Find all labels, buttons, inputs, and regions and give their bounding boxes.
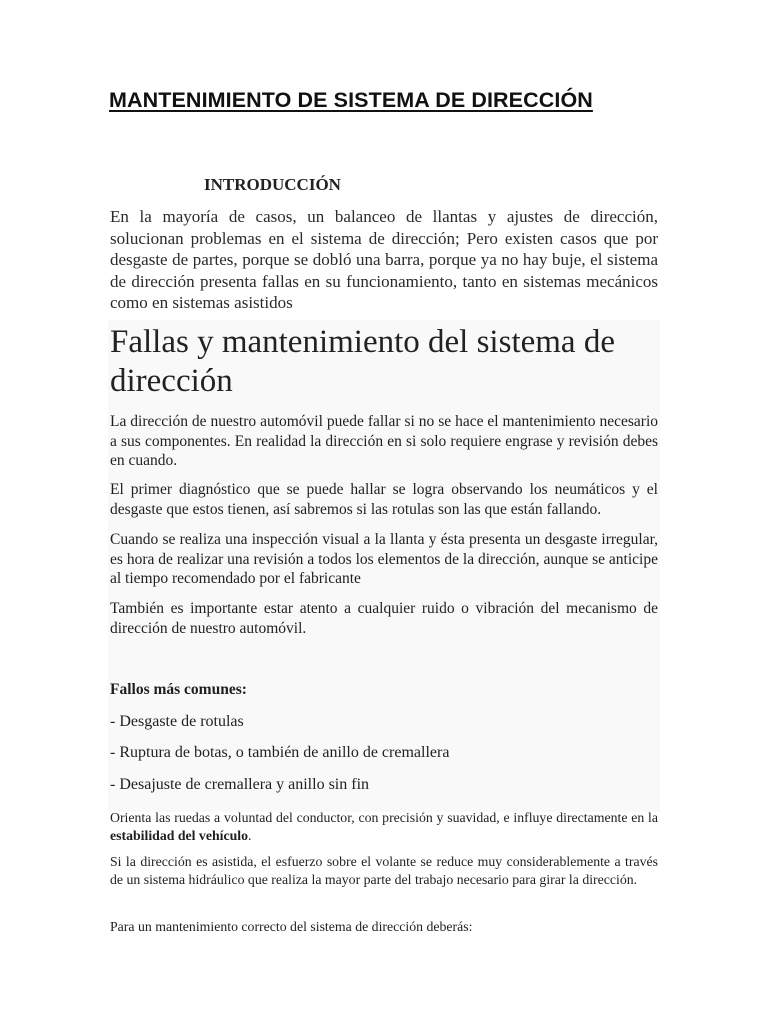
orienta-text: Orienta las ruedas a voluntad del conductor, con precisión y suavidad, e influye directamente en la — [110, 810, 658, 825]
mantenimiento-paragraph: Para un mantenimiento correcto del sistema de dirección deberás: — [110, 919, 473, 934]
paragraph-4: También es importante estar atento a cualquier ruido o vibración del mecanismo de dirección de nuestro automóvil. — [110, 600, 658, 637]
list-item: - Desajuste de cremallera y anillo sin fin — [110, 776, 370, 793]
document-title: MANTENIMIENTO DE SISTEMA DE DIRECCIÓN — [109, 88, 593, 112]
paragraph-1: La dirección de nuestro automóvil puede fallar si no se hace el mantenimiento necesario a sus componentes. En realidad la dirección en si solo requiere engrase y revisión debes en cuando. — [110, 413, 658, 469]
paragraph-2: El primer diagnóstico que se puede hallar se logra observando los neumáticos y el desgaste que estos tienen, así sabremos si las rotulas son las que están fallando. — [110, 481, 658, 518]
section-title: Fallas y mantenimiento del sistema de dirección — [110, 324, 615, 399]
list-item: - Desgaste de rotulas — [110, 713, 244, 730]
asistida-paragraph: Si la dirección es asistida, el esfuerzo sobre el volante se reduce muy considerablemente a través de un sistema hidráulico que realiza la mayor parte del trabajo necesario para girar la dirección. — [110, 854, 658, 887]
orienta-bold: estabilidad del vehículo — [110, 828, 248, 843]
intro-paragraph — [110, 206, 658, 314]
paragraph-3: Cuando se realiza una inspección visual a la llanta y ésta presenta un desgaste irregular, es hora de realizar una revisión a todos los elementos de la dirección, aunque se anticipe al tiempo recomendado por el fabricante — [110, 531, 658, 587]
orienta-end: . — [248, 828, 252, 843]
list-item: - Ruptura de botas, o también de anillo de cremallera — [110, 744, 450, 761]
fallos-heading: Fallos más comunes: — [110, 681, 247, 698]
intro-text: En la mayoría de casos, un balanceo de llantas y ajustes de dirección, solucionan problemas en el sistema de dirección; Pero existen casos que por desgaste de partes, porque se dobló una barra, porque ya no hay buje, el sistema de dirección presenta fallas en su funcionamiento, tanto en sistemas mecánicos como en sistemas asistidos — [110, 207, 658, 312]
orienta-paragraph — [110, 809, 658, 845]
intro-heading: INTRODUCCIÓN — [204, 175, 341, 194]
